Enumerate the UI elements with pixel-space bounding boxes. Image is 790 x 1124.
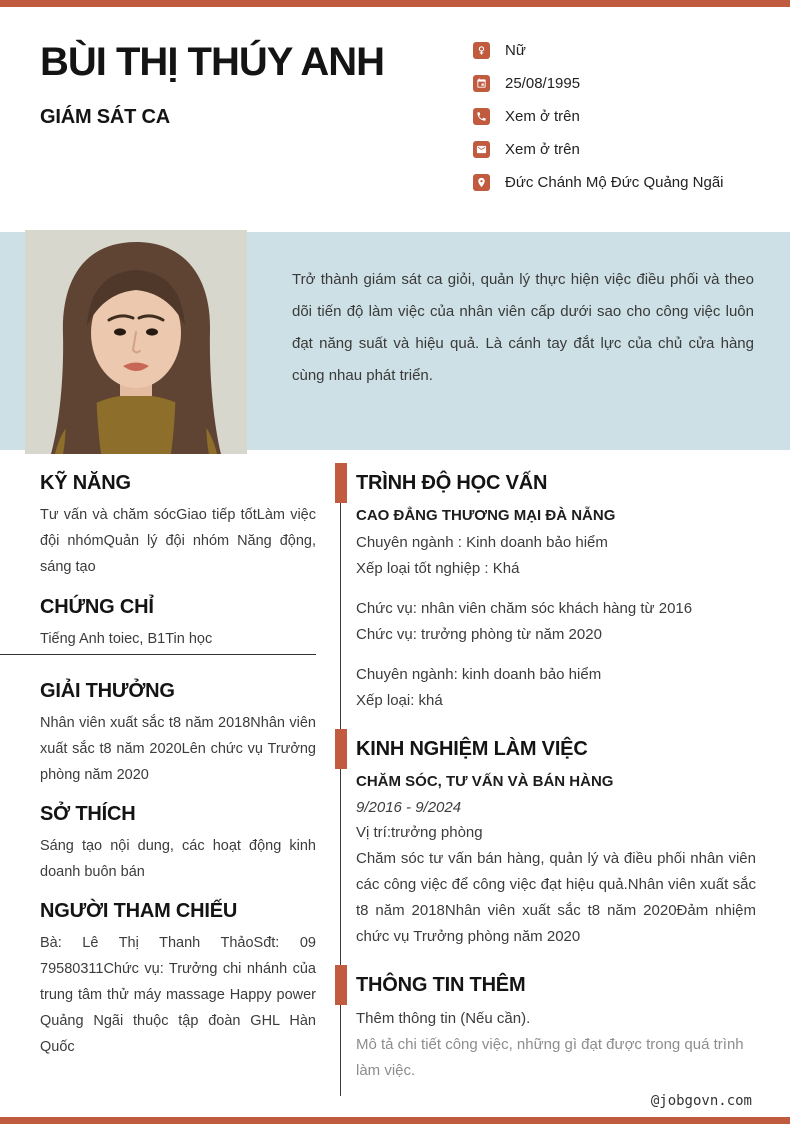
contact-email-value: Xem ở trên [505,141,580,158]
experience-period: 9/2016 - 9/2024 [356,799,462,816]
certificates-heading: CHỨNG CHỈ [40,596,154,618]
education-school: CAO ĐẲNG THƯƠNG MẠI ĐÀ NẴNG [356,507,616,524]
contact-row-phone [473,108,773,125]
education-grade: Xếp loại tốt nghiệp : Khá [356,560,520,577]
top-accent-bar [0,0,790,7]
left-column [40,458,316,1060]
additional-info-heading: THÔNG TIN THÊM [356,972,756,998]
education-heading: TRÌNH ĐỘ HỌC VẤN [356,470,756,496]
contact-address-value: Đức Chánh Mộ Đức Quảng Ngãi [505,174,724,191]
additional-info-line1: Thêm thông tin (Nếu cần). [356,1010,531,1027]
watermark: @jobgovn.com [650,1093,752,1109]
skills-heading: KỸ NĂNG [40,472,131,494]
awards-heading: GIẢI THƯỞNG [40,680,175,702]
additional-info-line2: Mô tả chi tiết công việc, những gì đạt được trong quá trình làm việc. [356,1036,744,1079]
contact-row-gender [473,42,773,59]
experience-role: CHĂM SÓC, TƯ VẤN VÀ BÁN HÀNG [356,773,614,790]
education-grade-2: Xếp loại: khá [356,692,443,709]
contact-row-address [473,174,773,191]
right-column [335,458,756,1084]
hobbies-heading: SỞ THÍCH [40,803,136,825]
contact-phone-value: Xem ở trên [505,108,580,125]
awards-text: Nhân viên xuất sắc t8 năm 2018Nhân viên xuất sắc t8 năm 2020Lên chức vụ Trưởng phòng năm 2020 [40,715,316,783]
left-column-divider-line [0,654,316,655]
contact-gender-value: Nữ [505,42,526,59]
education-role-1: Chức vụ: nhân viên chăm sóc khách hàng từ 2016 [356,600,693,617]
experience-heading: KINH NGHIỆM LÀM VIỆC [356,736,756,762]
location-icon [473,174,490,191]
contact-list [473,42,773,207]
education-role-2: Chức vụ: trưởng phòng từ năm 2020 [356,626,602,643]
candidate-name: BÙI THỊ THÚY ANH [40,40,384,84]
contact-birthday-value: 25/08/1995 [505,75,581,92]
phone-icon [473,108,490,125]
references-text: Bà: Lê Thị Thanh ThảoSđt: 09 79580311Chức vụ: Trưởng chi nhánh của trung tâm thử máy massage Happy power Quảng Ngãi thuộc tập đoàn GHL Hàn Quốc [40,935,316,1055]
contact-row-birthday [473,75,773,92]
education-major-2: Chuyên ngành: kinh doanh bảo hiểm [356,666,602,683]
experience-position: Vị trí:trưởng phòng [356,824,483,841]
certificates-text: Tiếng Anh toiec, B1Tin học [40,631,213,647]
profile-photo [25,230,247,454]
skills-text: Tư vấn và chăm sócGiao tiếp tốtLàm việc đội nhómQuản lý đội nhóm Năng động, sáng tạo [40,507,316,575]
calendar-icon [473,75,490,92]
contact-row-email [473,141,773,158]
bottom-accent-bar [0,1117,790,1124]
email-icon [473,141,490,158]
career-objective: Trở thành giám sát ca giỏi, quản lý thực hiện việc điều phối và theo dõi tiến độ làm việc của nhân viên cấp dưới sao cho công việc luôn đạt năng suất và hiệu quả. Là cánh tay đắt lực của chủ cửa hàng cùng nhau phát triển. [292,271,754,384]
candidate-job-title: GIÁM SÁT CA [40,106,171,128]
experience-description: Chăm sóc tư vấn bán hàng, quản lý và điều phối nhân viên các công việc để công việc đạt hiệu quả.Nhân viên xuất sắc t8 năm 2018Nhân viên xuất sắc t8 năm 2020Đảm nhiệm chức vụ Trưởng phòng năm 2020 [356,850,756,945]
references-heading: NGƯỜI THAM CHIẾU [40,900,238,922]
hobbies-text: Sáng tạo nội dung, các hoạt động kinh doanh buôn bán [40,838,316,880]
gender-icon [473,42,490,59]
education-major: Chuyên ngành : Kinh doanh bảo hiểm [356,534,608,551]
